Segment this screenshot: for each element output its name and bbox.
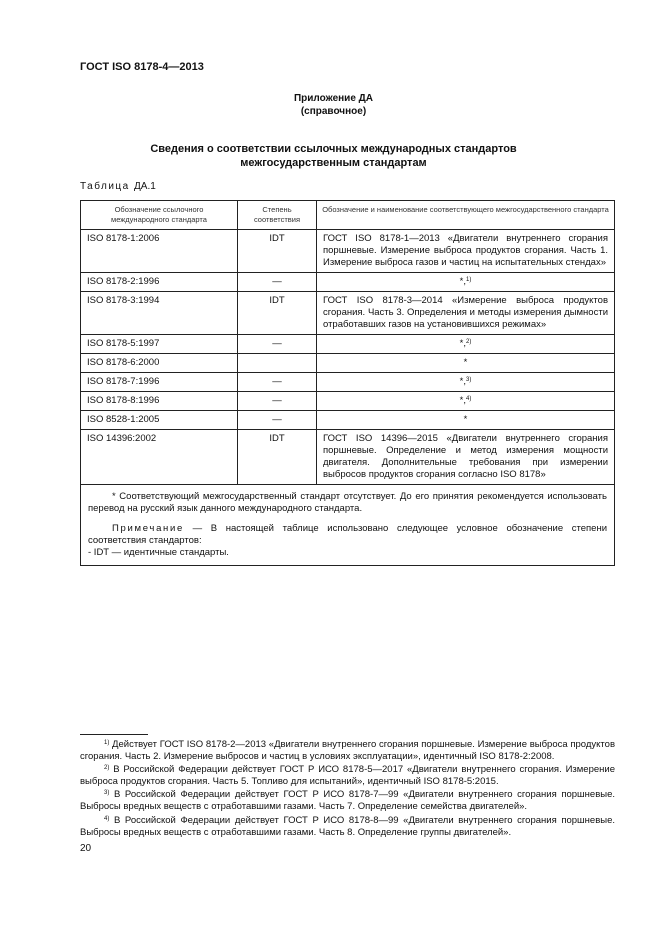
- footnote-divider: [80, 734, 148, 735]
- cell-interstate-standard: [317, 373, 615, 392]
- table-row: [81, 354, 615, 373]
- footnote-marker: 1): [104, 740, 110, 746]
- footnote-marker: 2): [104, 765, 110, 771]
- table-row: [81, 230, 615, 273]
- page-number: 20: [80, 843, 92, 854]
- table-row: [81, 273, 615, 292]
- section-title-line-2: межгосударственным стандартам: [240, 157, 427, 169]
- table-row: [81, 335, 615, 354]
- absent-mark: *: [463, 414, 468, 425]
- cell-ref-standard: ISO 8178-2:1996: [81, 273, 238, 292]
- cell-interstate-standard: ГОСТ ISO 8178-1—2013 «Двигатели внутреннего сгорания поршневые. Измерение выброса продуктов сгорания. Часть 1. Измерение выброса газов и частиц на испытательных стендах»: [317, 230, 615, 273]
- cell-interstate-standard: [317, 411, 615, 430]
- cell-interstate-standard: [317, 392, 615, 411]
- table-row: [81, 411, 615, 430]
- cell-ref-standard: ISO 8178-1:2006: [81, 230, 238, 273]
- header-degree: Степень соответствия: [238, 201, 317, 230]
- footnote-ref: 2): [466, 339, 472, 345]
- footnote-text: В Российской Федерации действует ГОСТ Р ИСО 8178-7—99 «Двигатели внутреннего сгорания поршневые. Выбросы вредных веществ с отработавшими газами. Часть 7. Определение семейства двигателей».: [80, 789, 615, 812]
- cell-interstate-standard: ГОСТ ISO 8178-3—2014 «Измерение выброса продуктов сгорания. Часть 3. Определения и методы измерения дымности отработавших газов на установившихся режимах»: [317, 292, 615, 335]
- absent-mark: *,: [459, 395, 466, 406]
- page-footnote: [80, 764, 615, 788]
- remark-label: Примечание: [112, 523, 184, 534]
- cell-interstate-standard: [317, 354, 615, 373]
- cell-degree: —: [238, 373, 317, 392]
- footnote-ref: 4): [466, 396, 472, 402]
- footnote-ref: 1): [466, 277, 472, 283]
- cell-degree: [238, 354, 317, 373]
- table-caption-number: ДА.1: [134, 181, 156, 192]
- cell-ref-standard: ISO 8178-8:1996: [81, 392, 238, 411]
- footnote-text: В Российской Федерации действует ГОСТ Р ИСО 8178-8—99 «Двигатели внутреннего сгорания поршневые. Выбросы вредных веществ с отработавшими газами. Часть 8. Определение группы двигателей».: [80, 815, 615, 838]
- table-notes-row: [81, 485, 615, 566]
- cell-ref-standard: ISO 14396:2002: [81, 430, 238, 485]
- cell-ref-standard: ISO 8528-1:2005: [81, 411, 238, 430]
- table-header-row: [81, 201, 615, 230]
- cell-ref-standard: ISO 8178-5:1997: [81, 335, 238, 354]
- cell-interstate-standard: [317, 273, 615, 292]
- header-ref-standard: Обозначение ссылочного международного стандарта: [81, 201, 238, 230]
- cell-ref-standard: ISO 8178-3:1994: [81, 292, 238, 335]
- cell-degree: —: [238, 273, 317, 292]
- section-title-line-1: Сведения о соответствии ссылочных международных стандартов: [150, 143, 517, 155]
- table-row: [81, 392, 615, 411]
- table-caption: [80, 181, 156, 192]
- cell-degree: —: [238, 411, 317, 430]
- table-caption-label: Таблица: [80, 181, 130, 192]
- cell-interstate-standard: [317, 335, 615, 354]
- correspondence-table: [80, 200, 615, 566]
- cell-interstate-standard: ГОСТ ISO 14396—2015 «Двигатели внутреннего сгорания поршневые. Определение и метод измерения мощности двигателя. Дополнительные требования при измерении выбросов продуктов сгорания согласно ISO 8178»: [317, 430, 615, 485]
- absent-mark: *: [463, 357, 468, 368]
- cell-ref-standard: ISO 8178-6:2000: [81, 354, 238, 373]
- footnote-marker: 4): [104, 816, 110, 822]
- absent-mark: *,: [459, 276, 466, 287]
- table-row: [81, 373, 615, 392]
- appendix-title: Приложение ДА: [293, 93, 374, 104]
- remark-item: - IDT — идентичные стандарты.: [88, 547, 229, 558]
- table-row: [81, 430, 615, 485]
- appendix-subtitle: (справочное): [300, 106, 367, 117]
- document-code: ГОСТ ISO 8178-4—2013: [80, 61, 204, 73]
- page-footnote: [80, 739, 615, 763]
- footnote-text: Действует ГОСТ ISO 8178-2—2013 «Двигатели внутреннего сгорания поршневые. Измерение выброса продуктов сгорания. Часть 2. Измерение выбросов и частиц в условиях эксплуатации», идентичный ISO 8178-2:2008.: [80, 739, 615, 762]
- page-footnote: [80, 789, 615, 813]
- section-title: [80, 142, 587, 170]
- cell-degree: IDT: [238, 292, 317, 335]
- remark-text: — В настоящей таблице использовано следующее условное обозначение степени соответствия стандартов:: [88, 523, 607, 546]
- footnote-ref: 3): [466, 377, 472, 383]
- cell-degree: —: [238, 392, 317, 411]
- cell-ref-standard: ISO 8178-7:1996: [81, 373, 238, 392]
- table-remark: [88, 523, 607, 547]
- table-footnote: * Соответствующий межгосударственный стандарт отсутствует. До его принятия рекомендуется использовать перевод на русский язык данного международного стандарта.: [88, 491, 607, 514]
- page-footnote: [80, 815, 615, 839]
- table-notes: [81, 485, 615, 566]
- header-interstate-standard: Обозначение и наименование соответствующего межгосударственного стандарта: [317, 201, 615, 230]
- table-row: [81, 292, 615, 335]
- footnote-marker: 3): [104, 790, 110, 796]
- cell-degree: IDT: [238, 430, 317, 485]
- absent-mark: *,: [459, 376, 466, 387]
- absent-mark: *,: [459, 338, 466, 349]
- cell-degree: IDT: [238, 230, 317, 273]
- footnote-text: В Российской Федерации действует ГОСТ Р ИСО 8178-5—2017 «Двигатели внутреннего сгорания. Измерение выброса продуктов сгорания. Часть 5. Топливо для испытаний», идентичный ISO 8178-5:2015.: [80, 764, 615, 787]
- cell-degree: —: [238, 335, 317, 354]
- appendix-heading: [80, 92, 587, 118]
